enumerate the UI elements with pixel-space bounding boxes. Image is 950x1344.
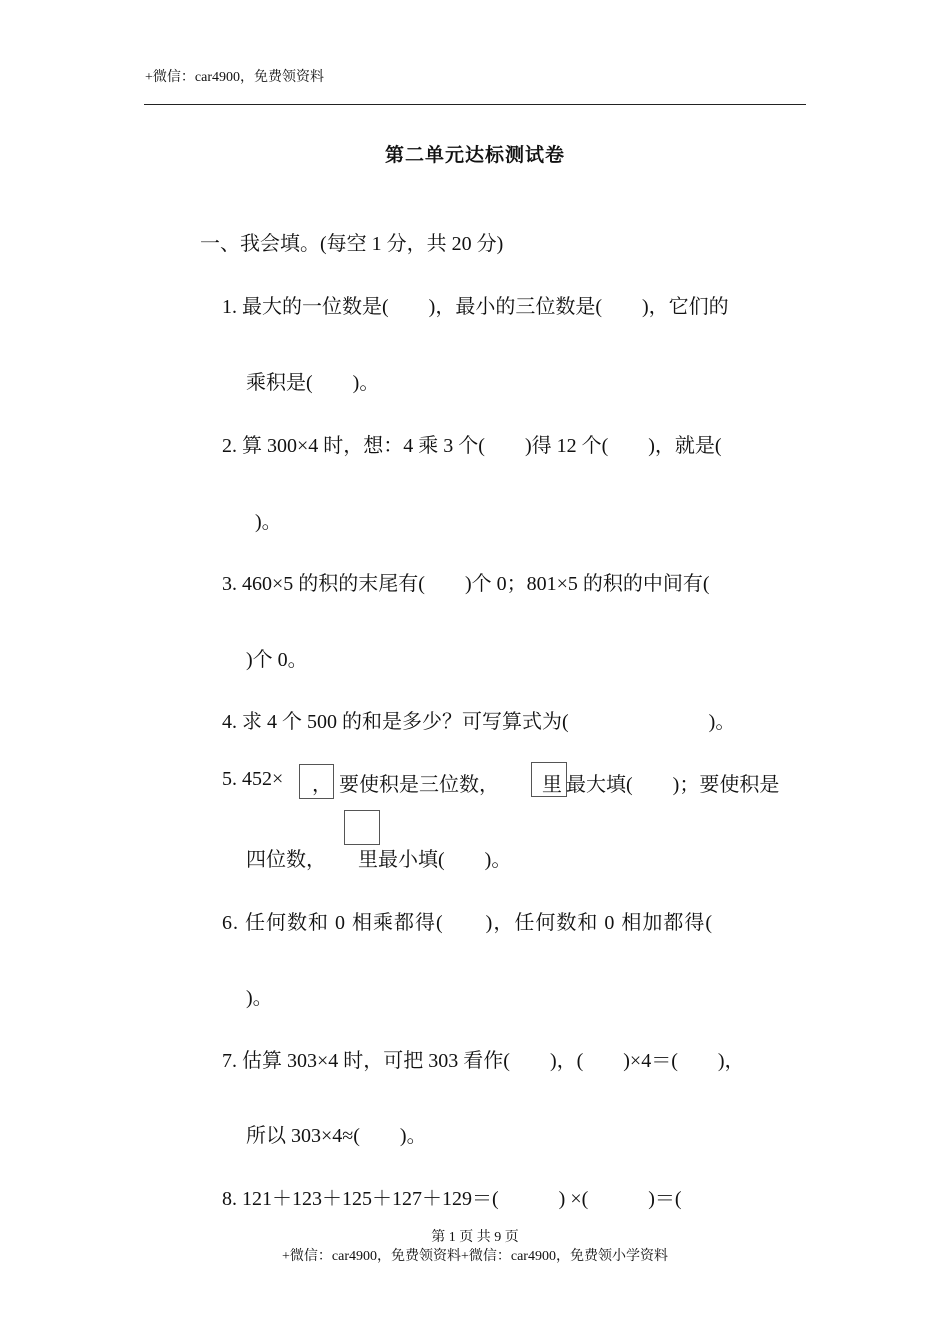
question-3-line2: )个 0。 [246,649,308,671]
question-3-line1: 3. 460×5 的积的末尾有( )个 0；801×5 的积的中间有( [222,573,710,595]
question-7-line1: 7. 估算 303×4 时，可把 303 看作( )，( )×4＝( )， [222,1050,745,1072]
answer-box[interactable] [344,810,380,845]
question-7-line2: 所以 303×4≈( )。 [246,1125,427,1147]
question-5-part-b: ， [312,774,332,796]
question-8-line1: 8. 121＋123＋125＋127＋129＝( ) ×( )＝( [222,1188,682,1210]
question-2-line2: )。 [255,511,282,533]
question-5-part-c: 要使积是三位数， [339,774,499,796]
footer-watermark: +微信：car4900，免费领资料+微信：car4900，免费领小学资料 [282,1249,668,1264]
header-watermark: +微信：car4900，免费领资料 [145,70,324,85]
question-6-line1: 6. 任何数和 0 相乘都得( )，任何数和 0 相加都得( [222,912,713,934]
page-number: 第 1 页 共 9 页 [431,1230,519,1245]
page-title: 第二单元达标测试卷 [384,145,565,166]
question-5-part-d: 里 [542,774,562,796]
question-5-line2-b: 里最小填( )。 [358,849,512,871]
question-5-part-e: 最大填( )；要使积是 [566,774,780,796]
question-6-line2: )。 [246,987,273,1009]
question-1-line2: 乘积是( )。 [246,372,380,394]
question-4: 4. 求 4 个 500 的和是多少？可写算式为( )。 [222,711,736,733]
section-heading: 一、我会填。(每空 1 分，共 20 分) [200,233,504,255]
question-5-line2-a: 四位数， [246,849,326,871]
question-5-part-a: 5. 452× [222,768,284,790]
question-1-line1: 1. 最大的一位数是( )，最小的三位数是( )，它们的 [222,296,729,318]
header-rule [144,104,806,105]
question-2-line1: 2. 算 300×4 时，想：4 乘 3 个( )得 12 个( )，就是( [222,435,722,457]
